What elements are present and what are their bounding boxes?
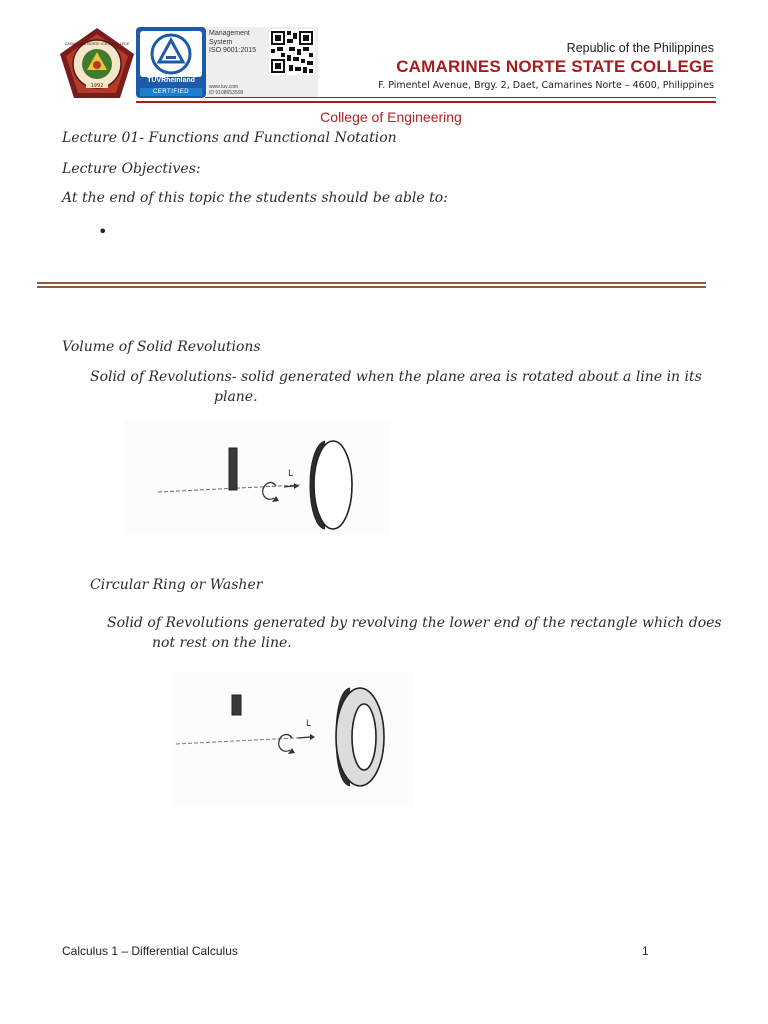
seal-text: CAMARINES NORTE STATE COLLEGE [64,42,130,46]
washer-figure [174,672,414,807]
lecture-title: Lecture 01- Functions and Functional Notation [62,130,397,146]
subsection-title: Circular Ring or Washer [90,577,263,593]
cert-line-1: Management [209,30,250,37]
tuv-id-text [209,84,243,96]
header-rule-thin [205,97,716,98]
cert-line-3: ISO 9001:2015 [209,47,257,54]
objective-bullet: • [98,222,108,241]
tuv-website: www.tuv.com [209,84,239,90]
axis-line-2 [176,737,314,744]
definition-line-2: plane. [214,389,258,405]
solid-revolution-figure [124,420,390,535]
objectives-heading: Lecture Objectives: [62,161,201,177]
rotation-arrow-icon [263,482,276,499]
washer-line-1: Solid of Revolutions generated by revolving the lower end of the rectangle which does [107,615,722,631]
certification-panel [206,27,318,98]
management-system-text [209,30,256,56]
washer-line-2: not rest on the line. [152,635,292,651]
tuv-brand: TÜVRheinland [147,77,195,84]
axis-label-2: L [306,719,312,729]
college-name: CAMARINES NORTE STATE COLLEGE [396,57,714,76]
seal-year: 1992 [90,83,104,89]
plane-rectangle [229,448,237,490]
rotation-arrow-icon-2 [279,734,292,751]
college-address: F. Pimentel Avenue, Brgy. 2, Daet, Camarines Norte – 4600, Philippines [378,80,714,91]
section-separator-bottom [37,286,706,288]
tuv-certification-badge [136,27,206,98]
header-rule-thick [136,101,716,103]
section-separator-top [37,282,706,284]
definition-line-1: Solid of Revolutions- solid generated when the plane area is rotated about a line in its [90,369,702,385]
department-title: College of Engineering [320,109,462,125]
tuv-id-number: ID 9108653508 [209,90,244,96]
axis-label: L [288,469,294,479]
certified-label: CERTIFIED [140,88,202,96]
qr-code-icon[interactable] [269,29,315,75]
tuv-triangle-icon [140,31,202,77]
objectives-intro: At the end of this topic the students should be able to: [62,190,448,206]
washer-hole [352,704,376,770]
cert-line-2: System [209,38,233,46]
disk-solid [314,441,352,529]
republic-label: Republic of the Philippines [566,41,714,55]
college-seal-logo [58,26,136,100]
offset-rectangle [232,695,241,715]
page-number: 1 [642,944,649,958]
section-title: Volume of Solid Revolutions [62,339,261,355]
footer-course: Calculus 1 – Differential Calculus [62,944,238,958]
